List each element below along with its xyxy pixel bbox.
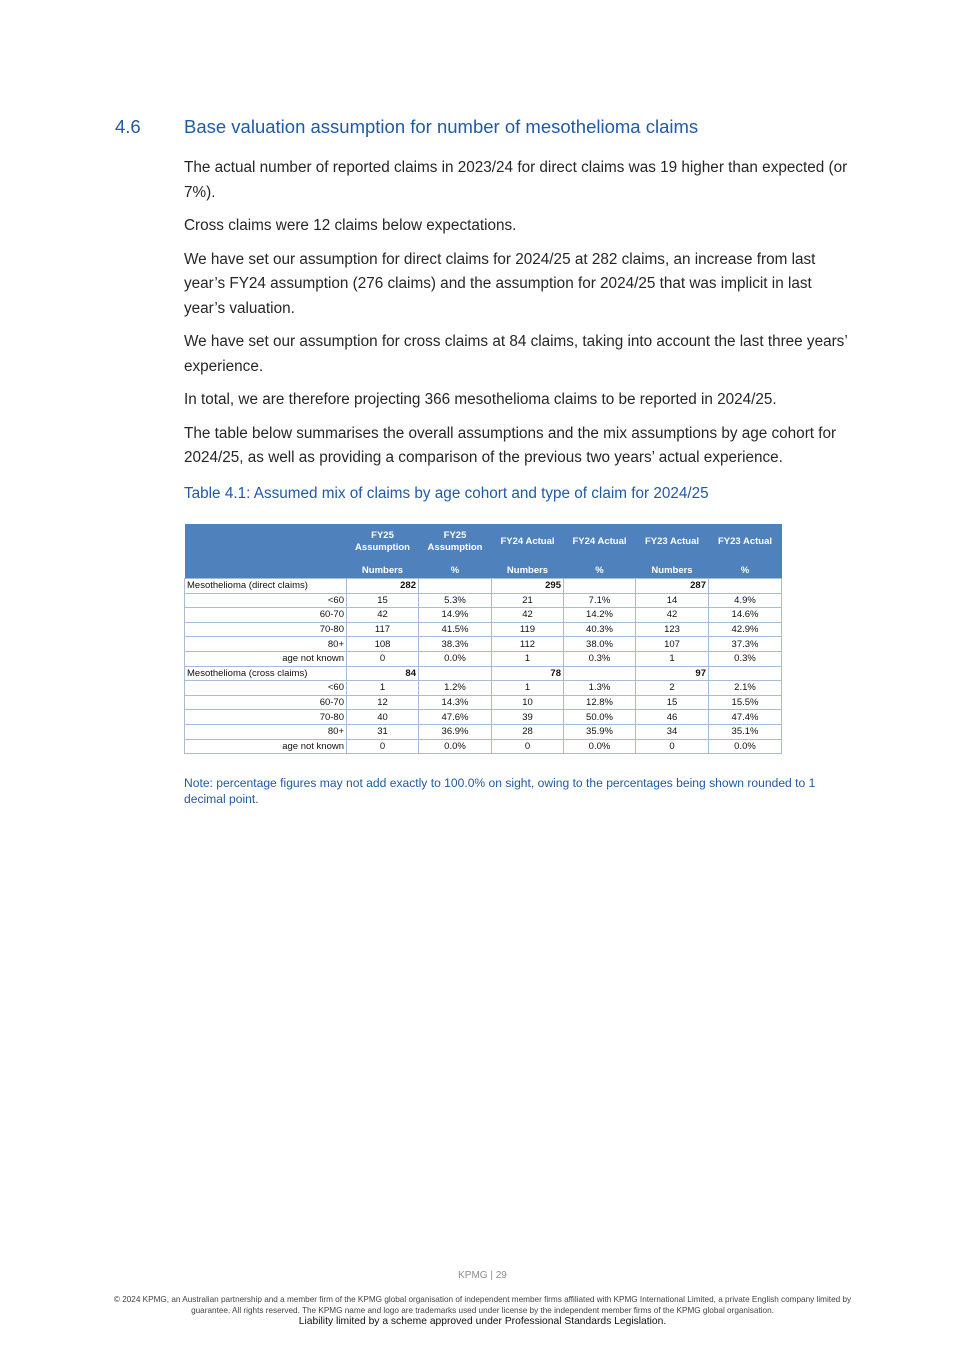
age-cohort-label: 60-70: [185, 608, 347, 623]
table-note: Note: percentage figures may not add exactly to 100.0% on sight, owing to the percentages being shown rounded to 1 decimal point.: [184, 776, 816, 806]
table-cell: 14.2%: [564, 608, 636, 623]
header-blank: [185, 524, 347, 560]
paragraph: We have set our assumption for direct claims for 2024/25 at 282 claims, an increase from last year’s FY24 assumption (276 claims) and the assumption for 2024/25 that was implicit in last year’s valuation.: [184, 250, 816, 317]
table-cell: 2.1%: [709, 681, 782, 696]
table-cell: 1: [636, 651, 709, 666]
header-blank: [185, 560, 347, 579]
table-cell: 0.3%: [564, 651, 636, 666]
column-header: FY23 Actual: [709, 524, 782, 560]
table-cell: 28: [492, 724, 564, 739]
table-cell: 37.3%: [709, 637, 782, 652]
group-total: 78: [492, 666, 564, 681]
table-row: [185, 637, 782, 652]
group-total: 287: [636, 579, 709, 594]
table-row: [185, 695, 782, 710]
table-cell: 0.0%: [564, 739, 636, 754]
table-cell: 40.3%: [564, 622, 636, 637]
blank-cell: [419, 666, 492, 681]
group-total: 84: [347, 666, 419, 681]
blank-cell: [419, 579, 492, 594]
table-cell: 112: [492, 637, 564, 652]
table-cell: 39: [492, 710, 564, 725]
table-cell: 1: [492, 681, 564, 696]
table-cell: 12.8%: [564, 695, 636, 710]
table-cell: 34: [636, 724, 709, 739]
section-title: Base valuation assumption for number of mesothelioma claims: [184, 116, 699, 137]
column-subheader: Numbers: [492, 560, 564, 579]
table-cell: 0: [636, 739, 709, 754]
table-cell: 1.3%: [564, 681, 636, 696]
table-cell: 35.1%: [709, 724, 782, 739]
group-row-direct-claims: [185, 579, 782, 594]
table-row: [185, 593, 782, 608]
table-cell: 117: [347, 622, 419, 637]
table-row: [185, 724, 782, 739]
table-cell: 47.6%: [419, 710, 492, 725]
claims-mix-table: [184, 524, 782, 754]
table-cell: 4.9%: [709, 593, 782, 608]
table-cell: 0.3%: [709, 651, 782, 666]
table-row: [185, 739, 782, 754]
table-cell: 123: [636, 622, 709, 637]
table-row: [185, 651, 782, 666]
table-cell: 7.1%: [564, 593, 636, 608]
table-header-row: [185, 524, 782, 560]
table-cell: 15: [347, 593, 419, 608]
age-cohort-label: 70-80: [185, 622, 347, 637]
table-cell: 119: [492, 622, 564, 637]
table-cell: 5.3%: [419, 593, 492, 608]
section-heading: [115, 116, 855, 138]
table-cell: 0: [347, 651, 419, 666]
footer-legal-text: © 2024 KPMG, an Australian partnership and a member firm of the KPMG global organisation of independent member firms affiliated with KPMG International Limited, a private English company limited by guarantee. All rights reserved. The KPMG name and logo are trademarks used under license by the independent member firms of the KPMG global organisation.: [113, 1295, 852, 1315]
table-cell: 14: [636, 593, 709, 608]
column-header: FY24 Actual: [492, 524, 564, 560]
table-cell: 42: [347, 608, 419, 623]
table-cell: 42: [492, 608, 564, 623]
table-cell: 38.3%: [419, 637, 492, 652]
table-cell: 40: [347, 710, 419, 725]
paragraph: Cross claims were 12 claims below expectations.: [184, 217, 517, 234]
group-total: 282: [347, 579, 419, 594]
body-text: [184, 156, 856, 480]
group-label: Mesothelioma (direct claims): [185, 579, 347, 594]
table-cell: 50.0%: [564, 710, 636, 725]
table-cell: 10: [492, 695, 564, 710]
group-total: 97: [636, 666, 709, 681]
group-label: Mesothelioma (cross claims): [185, 666, 347, 681]
age-cohort-label: <60: [185, 681, 347, 696]
table-cell: 107: [636, 637, 709, 652]
table-cell: 14.6%: [709, 608, 782, 623]
table-cell: 38.0%: [564, 637, 636, 652]
table-cell: 36.9%: [419, 724, 492, 739]
table-cell: 42.9%: [709, 622, 782, 637]
table-cell: 1: [492, 651, 564, 666]
table-subheader-row: [185, 560, 782, 579]
table-cell: 0: [492, 739, 564, 754]
section-number: 4.6: [115, 116, 141, 137]
table-cell: 0.0%: [419, 651, 492, 666]
column-subheader: %: [709, 560, 782, 579]
table-cell: 41.5%: [419, 622, 492, 637]
table-cell: 21: [492, 593, 564, 608]
table-row: [185, 622, 782, 637]
table-cell: 108: [347, 637, 419, 652]
table-row: [185, 681, 782, 696]
table-row: [185, 608, 782, 623]
table-cell: 47.4%: [709, 710, 782, 725]
age-cohort-label: age not known: [185, 739, 347, 754]
column-header: FY25 Assumption: [419, 524, 492, 560]
blank-cell: [709, 666, 782, 681]
blank-cell: [564, 579, 636, 594]
table-cell: 14.3%: [419, 695, 492, 710]
paragraph: We have set our assumption for cross claims at 84 claims, taking into account the last three years’ experience.: [184, 333, 848, 375]
table-cell: 0: [347, 739, 419, 754]
age-cohort-label: 80+: [185, 637, 347, 652]
page-number: KPMG | 29: [458, 1270, 507, 1281]
paragraph: The actual number of reported claims in 2023/24 for direct claims was 19 higher than expected (or 7%).: [184, 159, 848, 201]
paragraph: In total, we are therefore projecting 366 mesothelioma claims to be reported in 2024/25.: [184, 391, 777, 408]
table-cell: 15.5%: [709, 695, 782, 710]
column-subheader: %: [419, 560, 492, 579]
table-row: [185, 710, 782, 725]
table-caption: Table 4.1: Assumed mix of claims by age cohort and type of claim for 2024/25: [184, 485, 709, 502]
column-header: FY24 Actual: [564, 524, 636, 560]
table-cell: 14.9%: [419, 608, 492, 623]
table-cell: 0.0%: [419, 739, 492, 754]
table-cell: 46: [636, 710, 709, 725]
column-subheader: %: [564, 560, 636, 579]
age-cohort-label: age not known: [185, 651, 347, 666]
age-cohort-label: 70-80: [185, 710, 347, 725]
table-cell: 1: [347, 681, 419, 696]
footer-liability-text: Liability limited by a scheme approved under Professional Standards Legislation.: [298, 1316, 667, 1327]
table-cell: 42: [636, 608, 709, 623]
age-cohort-label: 80+: [185, 724, 347, 739]
age-cohort-label: 60-70: [185, 695, 347, 710]
table-cell: 12: [347, 695, 419, 710]
age-cohort-label: <60: [185, 593, 347, 608]
blank-cell: [709, 579, 782, 594]
table-cell: 0.0%: [709, 739, 782, 754]
column-subheader: Numbers: [347, 560, 419, 579]
paragraph: The table below summarises the overall assumptions and the mix assumptions by age cohort for 2024/25, as well as providing a comparison of the previous two years’ actual experience.: [184, 424, 837, 466]
table-cell: 1.2%: [419, 681, 492, 696]
blank-cell: [564, 666, 636, 681]
table-cell: 35.9%: [564, 724, 636, 739]
table-cell: 31: [347, 724, 419, 739]
column-subheader: Numbers: [636, 560, 709, 579]
group-total: 295: [492, 579, 564, 594]
group-row-cross-claims: [185, 666, 782, 681]
column-header: FY25 Assumption: [347, 524, 419, 560]
table-cell: 15: [636, 695, 709, 710]
table-cell: 2: [636, 681, 709, 696]
column-header: FY23 Actual: [636, 524, 709, 560]
